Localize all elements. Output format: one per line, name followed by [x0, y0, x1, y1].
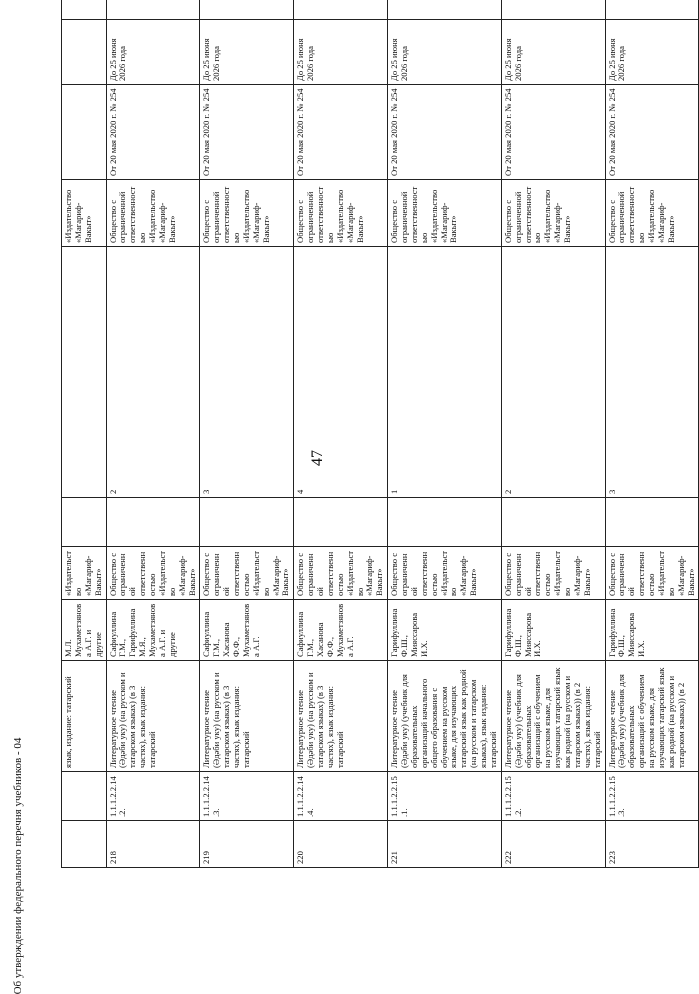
cell-empty	[388, 498, 502, 547]
cell-title: Литературное чтение (Әдәби уку) (на русском и татарском языках) (в 3 частях), язык издания: татарский	[106, 661, 200, 772]
cell-order: От 20 мая 2020 г. № 254	[501, 85, 605, 180]
cell-number: 219	[200, 821, 294, 868]
cell-number	[62, 821, 107, 868]
cell-authors: Сафиуллина Г.М., Хасанова Ф.Ф., Мухаметзянова А.Г.	[294, 600, 388, 661]
cell-code: 1.1.1.2.2.15.3.	[605, 772, 699, 821]
cell-class: 3	[605, 247, 699, 498]
cell-number: 220	[294, 821, 388, 868]
cell-valid-until: До 25 июня 2026 года	[200, 20, 294, 85]
table-row	[62, 0, 107, 868]
cell-empty	[294, 498, 388, 547]
cell-empty	[200, 498, 294, 547]
cell-publisher: Общество с ограниченной ответственностью «Издательство «Магариф-Вакыт»	[294, 547, 388, 600]
cell-order: От 20 мая 2020 г. № 254	[388, 85, 502, 180]
cell-class: 3	[200, 247, 294, 498]
cell-class	[62, 247, 107, 498]
cell-class: 4	[294, 247, 388, 498]
cell-publisher: Общество с ограниченной ответственностью «Издательство «Магариф-Вакыт»	[200, 547, 294, 600]
cell-empty	[106, 0, 200, 20]
cell-publisher: «Издательство «Магариф-Вакыт»	[62, 547, 107, 600]
cell-code: 1.1.1.2.2.15.2.	[501, 772, 605, 821]
table-row	[501, 0, 605, 868]
cell-title: язык, издание: татарский	[62, 661, 107, 772]
cell-class: 1	[388, 247, 502, 498]
cell-title: Литературное чтение (Әдәби уку) (учебник для образовательных организаций с обучением на русском языке, для изучающих татарский язык как родной (на русском и татарском языках)) (в 2 частях), язык издания: татарский	[501, 661, 605, 772]
cell-number: 218	[106, 821, 200, 868]
cell-empty	[106, 498, 200, 547]
cell-class: 2	[106, 247, 200, 498]
cell-publisher-2: «Издательство «Магариф-Вакыт»	[62, 180, 107, 247]
cell-empty	[501, 0, 605, 20]
cell-code: 1.1.1.2.2.14.3.	[200, 772, 294, 821]
cell-number: 222	[501, 821, 605, 868]
cell-empty	[62, 498, 107, 547]
cell-order	[62, 85, 107, 180]
cell-publisher-2: Общество с ограниченной ответственностью «Издательство «Магариф-Вакыт»	[605, 180, 699, 247]
cell-valid-until	[62, 20, 107, 85]
cell-empty	[388, 0, 502, 20]
cell-valid-until: До 25 июня 2026 года	[501, 20, 605, 85]
cell-publisher-2: Общество с ограниченной ответственностью «Издательство «Магариф-Вакыт»	[106, 180, 200, 247]
cell-code: 1.1.1.2.2.14.2.	[106, 772, 200, 821]
cell-authors: Сафиуллина Г.М., Хасанова Ф.Ф., Мухаметзянова А.Г.	[200, 600, 294, 661]
cell-empty	[605, 498, 699, 547]
cell-code: 1.1.1.2.2.15.1.	[388, 772, 502, 821]
cell-publisher-2: Общество с ограниченной ответственностью «Издательство «Магариф-Вакыт»	[388, 180, 502, 247]
cell-authors: М.Л. Мухаметзянова А.Г. и другие	[62, 600, 107, 661]
cell-valid-until: До 25 июня 2026 года	[294, 20, 388, 85]
cell-order: От 20 мая 2020 г. № 254	[200, 85, 294, 180]
footer-note: Об утверждении федерального перечня учебников - 04	[12, 737, 24, 994]
cell-code	[62, 772, 107, 821]
cell-title: Литературное чтение (Әдәби уку) (на русском и татарском языках) (в 3 частях), язык издания: татарский	[294, 661, 388, 772]
textbook-table	[61, 0, 699, 868]
cell-title: Литературное чтение (Әдәби уку) (учебник для образовательных организаций начального общего образования с обучением на русском языке, для изучающих татарский язык как родной (на русском и татарском языках), язык издания: татарский	[388, 661, 502, 772]
cell-empty	[200, 0, 294, 20]
cell-valid-until: До 25 июня 2026 года	[106, 20, 200, 85]
cell-number: 221	[388, 821, 502, 868]
cell-publisher-2: Общество с ограниченной ответственностью «Издательство «Магариф-Вакыт»	[294, 180, 388, 247]
cell-order: От 20 мая 2020 г. № 254	[605, 85, 699, 180]
cell-order: От 20 мая 2020 г. № 254	[294, 85, 388, 180]
cell-authors: Гарифуллина Ф.Ш., Мияссарова И.Х.	[501, 600, 605, 661]
cell-authors: Гарифуллина Ф.Ш., Мияссарова И.Х.	[388, 600, 502, 661]
table-row	[605, 0, 699, 868]
cell-publisher-2: Общество с ограниченной ответственностью «Издательство «Магариф-Вакыт»	[501, 180, 605, 247]
cell-code: 1.1.1.2.2.14.4.	[294, 772, 388, 821]
cell-publisher-2: Общество с ограниченной ответственностью «Издательство «Магариф-Вакыт»	[200, 180, 294, 247]
cell-empty	[62, 0, 107, 20]
cell-authors: Гарифуллина Ф.Ш., Мияссарова И.Х.	[605, 600, 699, 661]
cell-empty	[501, 498, 605, 547]
cell-title: Литературное чтение (Әдәби уку) (на русском и татарском языках) (в 3 частях), язык издания: татарский	[200, 661, 294, 772]
cell-publisher: Общество с ограниченной ответственностью «Издательство «Магариф-Вакыт»	[501, 547, 605, 600]
cell-authors: Сафиуллина Г.М., Гарифуллина М.Я., Мухаметзянова А.Г. и другие	[106, 600, 200, 661]
cell-valid-until: До 25 июня 2026 года	[388, 20, 502, 85]
cell-publisher: Общество с ограниченной ответственностью «Издательство «Магариф-Вакыт»	[388, 547, 502, 600]
cell-publisher: Общество с ограниченной ответственностью «Издательство «Магариф-Вакыт»	[106, 547, 200, 600]
cell-publisher: Общество с ограниченной ответственностью «Издательство «Магариф-Вакыт»	[605, 547, 699, 600]
cell-empty	[294, 0, 388, 20]
cell-title: Литературное чтение (Әдәби уку) (учебник для образовательных организаций с обучением на русском языке, для изучающих татарский язык как родной (на русском и татарском языках)) (в 2	[605, 661, 699, 772]
table-row	[200, 0, 294, 868]
page-number: 47	[309, 450, 326, 466]
cell-valid-until: До 25 июня 2026 года	[605, 20, 699, 85]
rotated-table-wrapper	[61, 38, 696, 868]
cell-empty	[605, 0, 699, 20]
cell-class: 2	[501, 247, 605, 498]
table-row	[106, 0, 200, 868]
table-row	[388, 0, 502, 868]
cell-order: От 20 мая 2020 г. № 254	[106, 85, 200, 180]
table-row	[294, 0, 388, 868]
cell-number: 223	[605, 821, 699, 868]
